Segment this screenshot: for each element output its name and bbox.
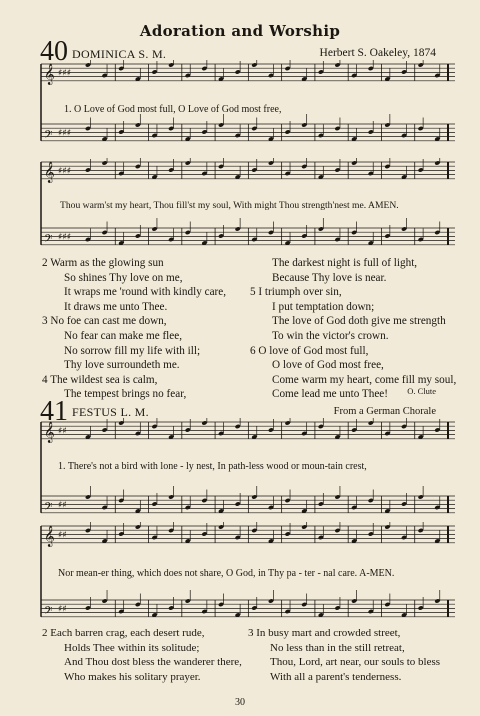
verse-line: The darkest night is full of light, — [272, 257, 418, 269]
verses-right-column — [248, 626, 470, 684]
lyrics-line: 1. O Love of God most full, O Love of God most free, — [64, 104, 282, 115]
verse-line: No sorrow fill my life with ill; — [64, 344, 201, 357]
bass-clef: 𝄢 — [44, 128, 53, 144]
verse-line: The love of God doth give me strength — [272, 315, 446, 328]
text-credit: O. Clute — [407, 386, 436, 396]
key-signature: ♯♯ — [58, 530, 67, 541]
key-signature: ♯♯♯ — [58, 166, 72, 177]
verse-line: 3 No foe can cast me down, — [42, 315, 167, 328]
verse-line: Thy love surroundeth me. — [64, 359, 180, 372]
verse-line: Because Thy love is near. — [272, 271, 387, 284]
verse-line: It draws me unto Thee. — [64, 300, 168, 313]
tune-name: FESTUS L. M. — [72, 405, 149, 419]
treble-clef: 𝄞 — [44, 63, 55, 85]
verse-line: 5 I triumph over sin, — [250, 286, 342, 299]
verse-line: 2 Each barren crag, each desert rude, — [42, 627, 205, 639]
verse-line: I put temptation down; — [272, 300, 375, 313]
treble-clef: 𝄞 — [44, 161, 55, 183]
page-number: 30 — [235, 697, 245, 708]
verse-line: Thou, Lord, art near, our souls to bless — [270, 656, 441, 669]
bass-clef: 𝄢 — [44, 604, 53, 620]
verse-line: 3 In busy mart and crowded street, — [248, 627, 401, 639]
lyrics-line: Thou warm'st my heart, Thou fill'st my soul, With might Thou strength'nest me. AMEN. — [60, 200, 399, 211]
verse-line: No less than in the still retreat, — [270, 641, 405, 654]
tune-name: DOMINICA S. M. — [72, 47, 167, 61]
hymn-number: 41 — [40, 396, 68, 427]
verse-line: To win the victor's crown. — [272, 329, 389, 342]
key-signature: ♯♯ — [58, 604, 67, 615]
verse-line: Come lead me unto Thee! — [272, 388, 388, 401]
key-signature: ♯♯♯ — [58, 232, 72, 243]
verse-line: So shines Thy love on me, — [64, 271, 183, 284]
composer-credit: Herbert S. Oakeley, 1874 — [319, 47, 436, 59]
treble-clef: 𝄞 — [44, 421, 55, 443]
verse-line: The tempest brings no fear, — [64, 388, 187, 401]
lyrics-line: 1. There's not a bird with lone - ly nest, In path-less wood or moun-tain crest, — [58, 461, 367, 472]
verses-right-column — [250, 256, 465, 402]
bass-clef: 𝄢 — [44, 500, 53, 516]
verses-left-column — [42, 626, 257, 684]
verse-line: Come warm my heart, come fill my soul, — [272, 373, 457, 386]
verse-line: 2 Warm as the glowing sun — [42, 257, 164, 269]
verse-line: With all a parent's tenderness. — [270, 670, 402, 683]
verse-line: Who makes his solitary prayer. — [64, 670, 201, 683]
music-staff-system — [40, 60, 456, 146]
verse-line: And Thou dost bless the wanderer there, — [64, 656, 242, 669]
key-signature: ♯♯ — [58, 500, 67, 511]
verse-line: It wraps me 'round with kindly care, — [64, 286, 227, 299]
verse-line: 6 O love of God most full, — [250, 344, 369, 357]
verses-left-column — [42, 256, 247, 402]
verse-line: O love of God most free, — [272, 359, 384, 372]
verse-line: Holds Thee within its solitude; — [64, 641, 200, 654]
key-signature: ♯♯♯ — [58, 68, 72, 79]
verse-line: 4 The wildest sea is calm, — [42, 373, 158, 386]
lyrics-line: Nor mean-er thing, which does not share, O God, in Thy pa - ter - nal care. A-MEN. — [58, 568, 395, 579]
page-header: Adoration and Worship — [139, 22, 341, 40]
key-signature: ♯♯♯ — [58, 128, 72, 139]
treble-clef: 𝄞 — [44, 525, 55, 547]
verse-line: No fear can make me flee, — [64, 329, 183, 342]
key-signature: ♯♯ — [58, 426, 67, 437]
bass-clef: 𝄢 — [44, 232, 53, 248]
composer-credit: From a German Chorale — [333, 406, 436, 417]
hymn-number: 40 — [40, 36, 68, 67]
